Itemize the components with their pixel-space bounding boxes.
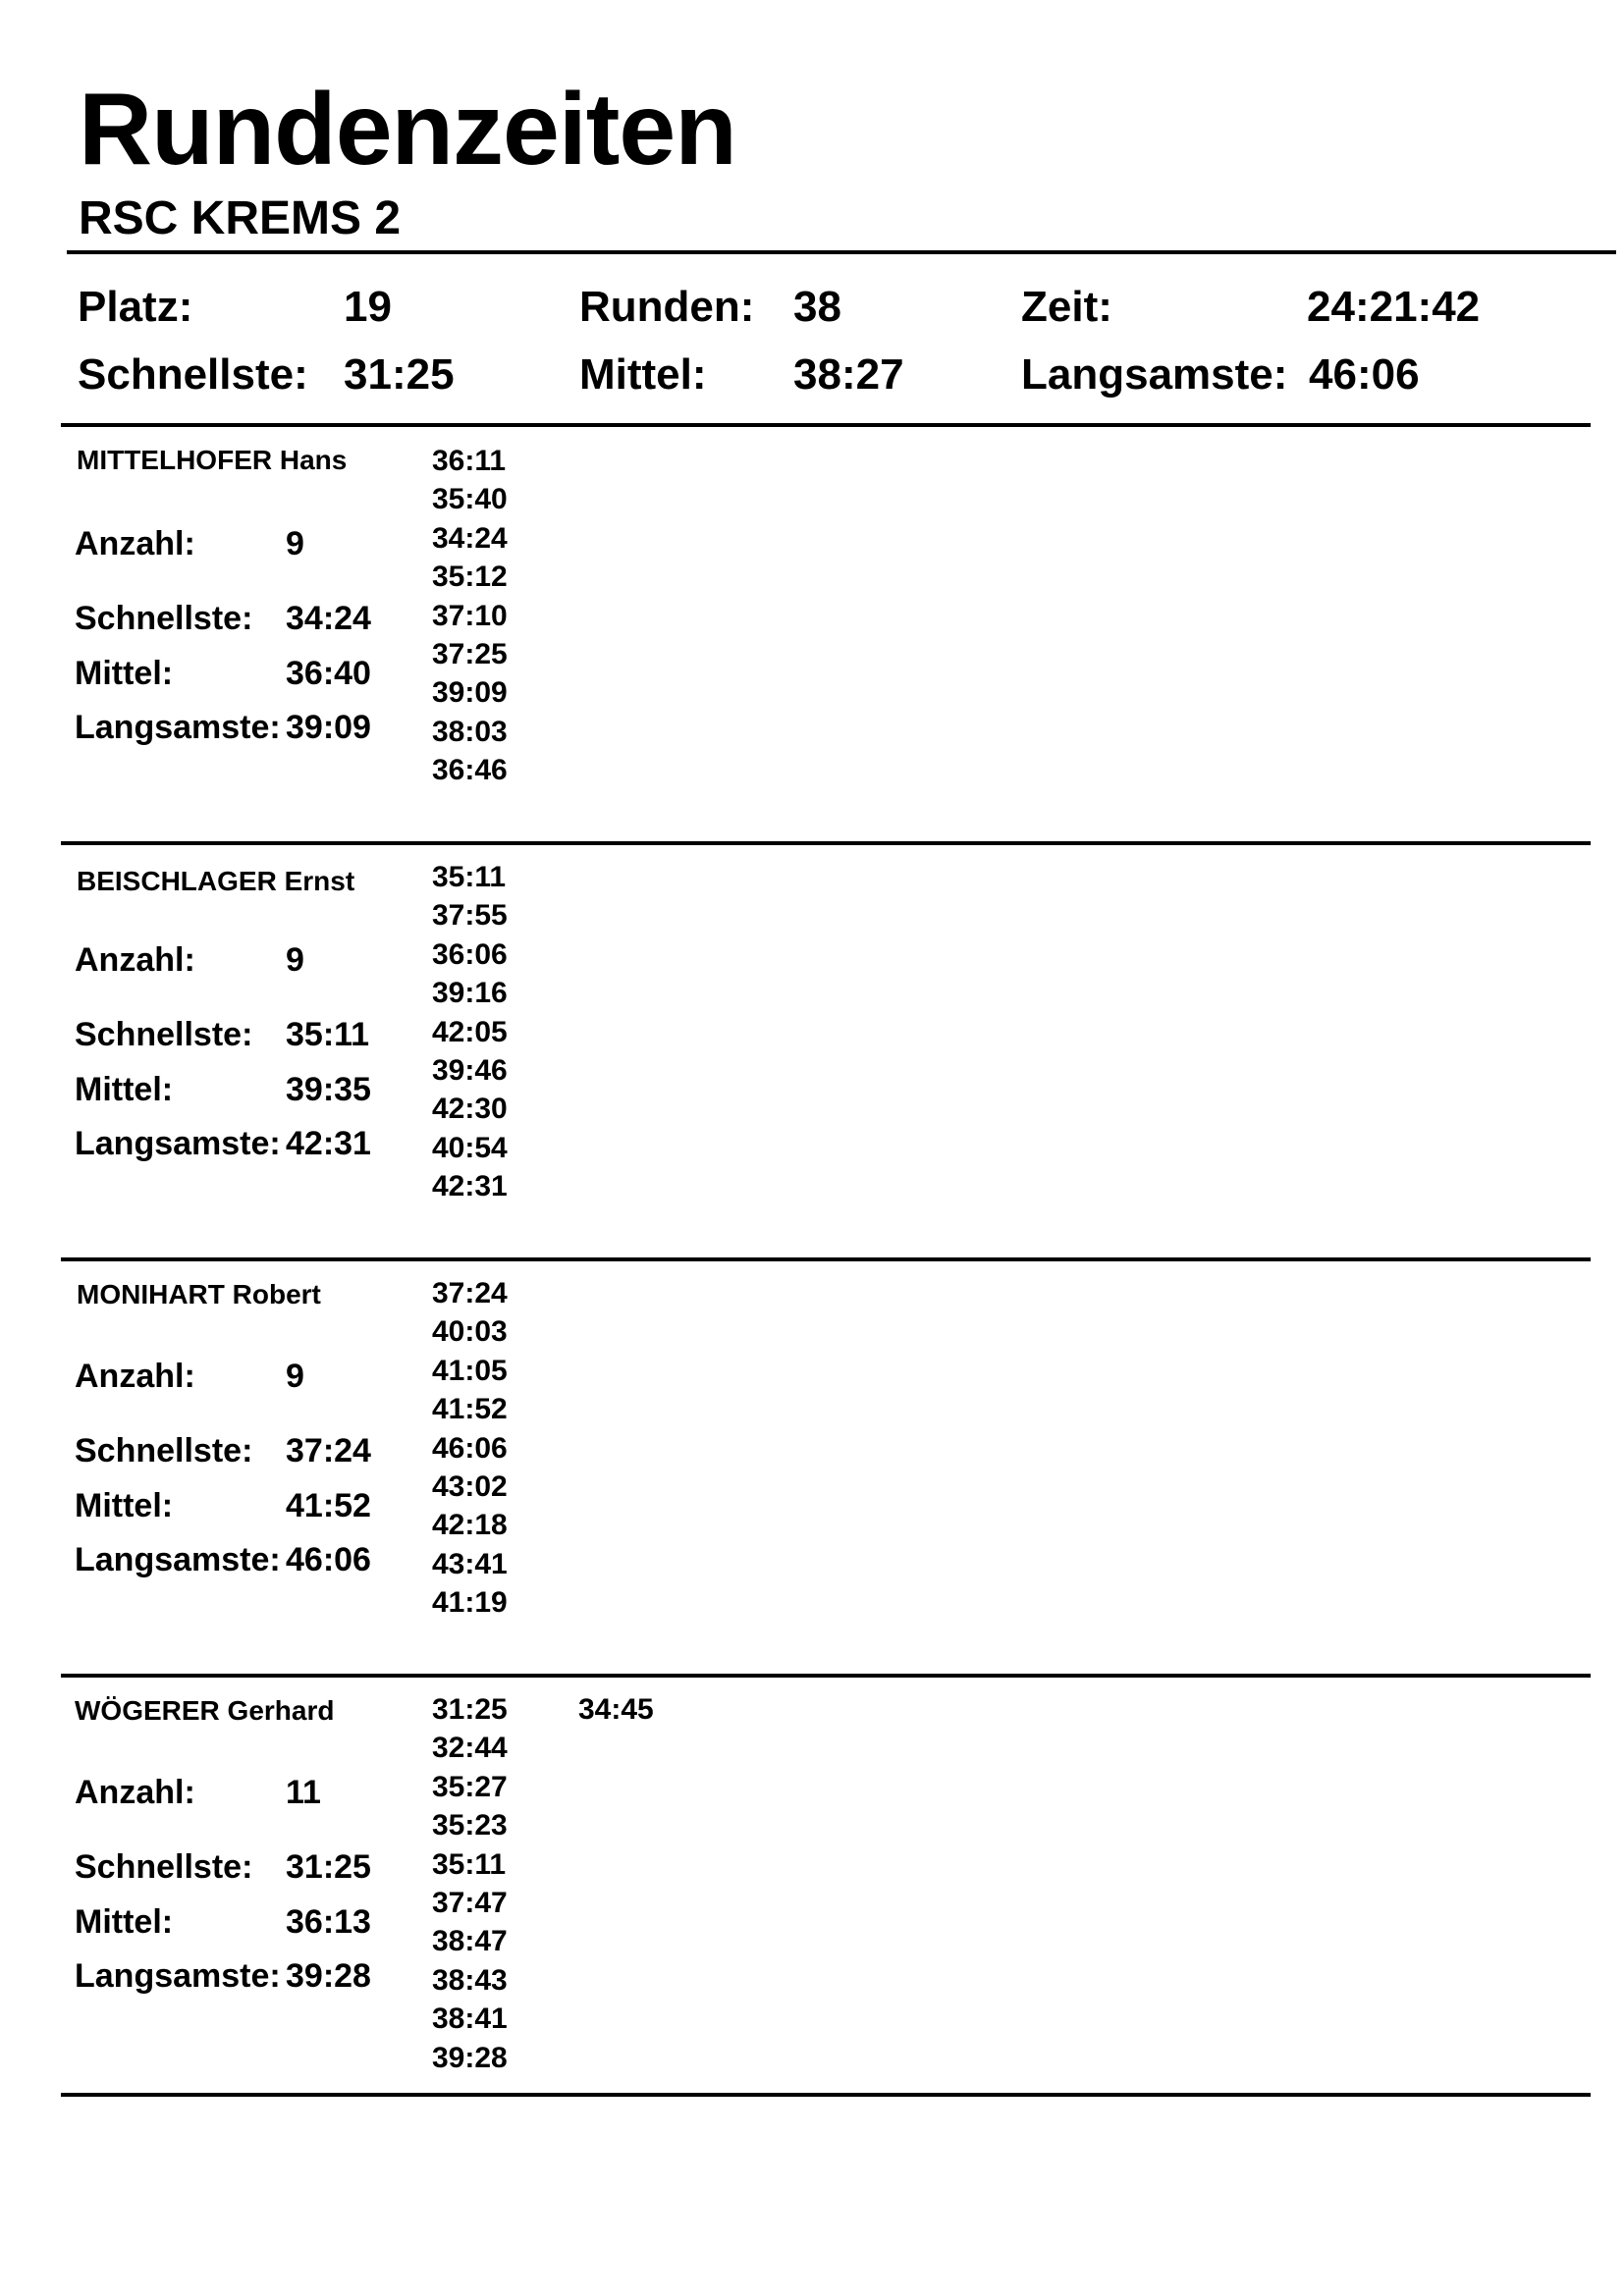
schnellste-value: 34:24 — [286, 600, 371, 637]
lap-times-column-2 — [578, 1690, 654, 1729]
lap-time: 35:27 — [432, 1770, 508, 1803]
schnellste-label: Schnellste: — [75, 600, 253, 637]
schnellste-value: 35:11 — [286, 1016, 370, 1053]
lap-times-column-1 — [432, 1274, 508, 1623]
team-name: RSC KREMS 2 — [79, 192, 402, 244]
langsamste-value: 46:06 — [1309, 350, 1420, 399]
section-divider — [61, 1674, 1591, 1678]
zeit-value: 24:21:42 — [1307, 283, 1481, 331]
schnellste-label: Schnellste: — [75, 1848, 253, 1886]
page-title: Rundenzeiten — [79, 73, 736, 187]
section-divider — [61, 1257, 1591, 1261]
langsamste-label: Langsamste: — [75, 709, 281, 746]
rider-name: WÖGERER Gerhard — [75, 1695, 335, 1726]
langsamste-value: 42:31 — [286, 1125, 371, 1162]
lap-time: 36:06 — [432, 937, 508, 971]
lap-time: 42:05 — [432, 1015, 508, 1048]
section-divider — [61, 841, 1591, 845]
anzahl-value: 9 — [286, 525, 304, 562]
langsamste-label: Langsamste: — [75, 1125, 281, 1162]
runden-value: 38 — [793, 283, 841, 331]
header-divider — [67, 250, 1616, 254]
lap-time: 34:45 — [578, 1693, 654, 1726]
lap-time: 35:23 — [432, 1809, 508, 1842]
lap-time: 39:28 — [432, 2041, 508, 2074]
lap-time: 37:10 — [432, 599, 508, 632]
lap-time: 40:54 — [432, 1131, 508, 1164]
schnellste-label: Schnellste: — [78, 350, 308, 399]
runden-label: Runden: — [579, 283, 755, 331]
lap-time: 42:30 — [432, 1093, 508, 1126]
langsamste-label: Langsamste: — [75, 1957, 281, 1995]
lap-time: 43:02 — [432, 1470, 508, 1504]
lap-times-column-1 — [432, 442, 508, 790]
langsamste-label: Langsamste: — [75, 1541, 281, 1578]
rider-name: MITTELHOFER Hans — [77, 445, 348, 475]
schnellste-value: 37:24 — [286, 1432, 371, 1469]
lap-time: 41:05 — [432, 1354, 508, 1387]
lap-time: 39:46 — [432, 1054, 508, 1088]
lap-time: 41:52 — [432, 1393, 508, 1426]
lap-time: 37:47 — [432, 1887, 508, 1920]
langsamste-value: 39:28 — [286, 1957, 371, 1995]
lap-time: 40:03 — [432, 1315, 508, 1349]
lap-time: 34:24 — [432, 521, 508, 555]
lap-time: 42:18 — [432, 1509, 508, 1542]
langsamste-value: 46:06 — [286, 1541, 371, 1578]
lap-time: 37:25 — [432, 638, 508, 671]
schnellste-label: Schnellste: — [75, 1432, 253, 1469]
anzahl-label: Anzahl: — [75, 1358, 195, 1395]
anzahl-value: 9 — [286, 941, 304, 979]
summary-divider — [61, 423, 1591, 427]
lap-time: 36:46 — [432, 754, 508, 787]
langsamste-label: Langsamste: — [1021, 350, 1288, 399]
mittel-value: 41:52 — [286, 1487, 371, 1524]
anzahl-label: Anzahl: — [75, 941, 195, 979]
mittel-label: Mittel: — [75, 1071, 174, 1108]
lap-time: 35:12 — [432, 561, 508, 594]
lap-time: 35:40 — [432, 483, 508, 516]
lap-times-column-1 — [432, 1690, 508, 2077]
anzahl-value: 11 — [286, 1774, 321, 1811]
anzahl-value: 9 — [286, 1358, 304, 1395]
lap-time: 37:24 — [432, 1277, 508, 1309]
lap-time: 46:06 — [432, 1431, 508, 1465]
lap-time: 37:55 — [432, 899, 508, 933]
mittel-value: 36:40 — [286, 655, 371, 692]
lap-time: 43:41 — [432, 1547, 508, 1580]
lap-time: 38:47 — [432, 1925, 508, 1958]
lap-time: 38:43 — [432, 1963, 508, 1997]
schnellste-label: Schnellste: — [75, 1016, 253, 1053]
lap-time: 42:31 — [432, 1170, 508, 1203]
anzahl-label: Anzahl: — [75, 525, 195, 562]
zeit-label: Zeit: — [1021, 283, 1112, 331]
lap-time: 31:25 — [432, 1693, 508, 1726]
section-divider — [61, 2093, 1591, 2097]
lap-time: 35:11 — [432, 1847, 507, 1881]
mittel-value: 36:13 — [286, 1903, 371, 1941]
mittel-value: 39:35 — [286, 1071, 371, 1108]
lap-time: 35:11 — [432, 861, 507, 893]
lap-time: 38:03 — [432, 715, 508, 748]
lap-time: 39:09 — [432, 676, 508, 710]
lap-time: 39:16 — [432, 977, 508, 1010]
platz-label: Platz: — [78, 283, 193, 331]
lap-times-column-1 — [432, 858, 508, 1206]
lap-time: 38:41 — [432, 2002, 508, 2036]
schnellste-value: 31:25 — [344, 350, 455, 399]
mittel-label: Mittel: — [75, 1903, 174, 1941]
anzahl-label: Anzahl: — [75, 1774, 195, 1811]
rider-name: BEISCHLAGER Ernst — [77, 866, 355, 896]
schnellste-value: 31:25 — [286, 1848, 371, 1886]
mittel-label: Mittel: — [75, 655, 174, 692]
langsamste-value: 39:09 — [286, 709, 371, 746]
lap-time: 32:44 — [432, 1732, 508, 1765]
lap-time: 41:19 — [432, 1586, 508, 1620]
lap-time: 36:11 — [432, 445, 507, 477]
rider-name: MONIHART Robert — [77, 1279, 321, 1309]
mittel-value: 38:27 — [793, 350, 904, 399]
mittel-label: Mittel: — [75, 1487, 174, 1524]
platz-value: 19 — [344, 283, 392, 331]
mittel-label: Mittel: — [579, 350, 707, 399]
